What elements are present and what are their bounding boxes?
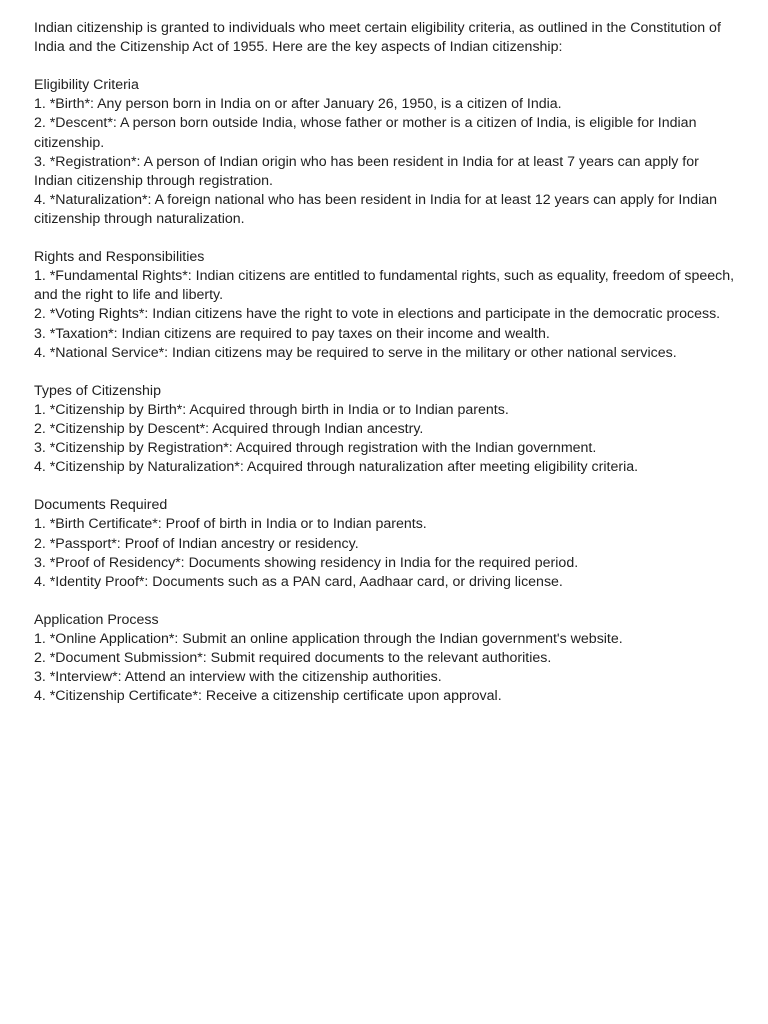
list-item: 4. *Identity Proof*: Documents such as a PAN card, Aadhaar card, or driving license.: [34, 573, 563, 590]
list-item: 1. *Birth*: Any person born in India on or after January 26, 1950, is a citizen of India.: [34, 96, 562, 113]
list-item: 1. *Citizenship by Birth*: Acquired through birth in India or to Indian parents.: [34, 401, 509, 418]
section-title: Application Process: [34, 611, 159, 628]
list-item: 4. *Citizenship Certificate*: Receive a citizenship certificate upon approval.: [34, 688, 502, 705]
list-item: 4. *Citizenship by Naturalization*: Acquired through naturalization after meeting eligibility criteria.: [34, 459, 639, 476]
list-item: 4. *National Service*: Indian citizens may be required to serve in the military or other national services.: [34, 344, 677, 361]
intro-paragraph: Indian citizenship is granted to individuals who meet certain eligibility criteria, as outlined in the Constitution of India and the Citizenship Act of 1955. Here are the key aspects of Indian citizenship:: [34, 20, 721, 56]
item-list: [34, 267, 738, 362]
section-rights-responsibilities: [34, 248, 738, 363]
list-item: 2. *Descent*: A person born outside India, whose father or mother is a citizen of India, is eligible for Indian citizenship.: [34, 115, 697, 151]
section-types-of-citizenship: [34, 382, 738, 477]
item-list: [34, 515, 738, 591]
list-item: 1. *Birth Certificate*: Proof of birth in India or to Indian parents.: [34, 516, 427, 533]
list-item: 3. *Taxation*: Indian citizens are required to pay taxes on their income and wealth.: [34, 325, 550, 342]
section-title: Eligibility Criteria: [34, 77, 139, 94]
section-title: Documents Required: [34, 497, 168, 514]
list-item: 3. *Proof of Residency*: Documents showing residency in India for the required period.: [34, 554, 579, 571]
item-list: [34, 401, 738, 477]
list-item: 1. *Fundamental Rights*: Indian citizens are entitled to fundamental rights, such as equality, freedom of speech, and the right to life and liberty.: [34, 268, 735, 304]
list-item: 2. *Passport*: Proof of Indian ancestry or residency.: [34, 535, 359, 552]
list-item: 4. *Naturalization*: A foreign national who has been resident in India for at least 12 years can apply for Indian citizenship through naturalization.: [34, 191, 718, 227]
list-item: 3. *Registration*: A person of Indian origin who has been resident in India for at least 7 years can apply for Indian citizenship through registration.: [34, 153, 699, 189]
section-eligibility-criteria: [34, 76, 738, 229]
item-list: [34, 630, 738, 706]
section-documents-required: [34, 496, 738, 591]
list-item: 2. *Voting Rights*: Indian citizens have the right to vote in elections and participate in the democratic process.: [34, 306, 721, 323]
list-item: 2. *Document Submission*: Submit required documents to the relevant authorities.: [34, 650, 552, 667]
list-item: 2. *Citizenship by Descent*: Acquired through Indian ancestry.: [34, 420, 424, 437]
list-item: 3. *Citizenship by Registration*: Acquired through registration with the Indian government.: [34, 440, 597, 457]
item-list: [34, 95, 738, 229]
list-item: 1. *Online Application*: Submit an online application through the Indian government's website.: [34, 631, 623, 647]
list-item: 3. *Interview*: Attend an interview with the citizenship authorities.: [34, 669, 442, 686]
section-title: Types of Citizenship: [34, 382, 161, 399]
section-application-process: [34, 611, 738, 706]
section-title: Rights and Responsibilities: [34, 249, 205, 266]
